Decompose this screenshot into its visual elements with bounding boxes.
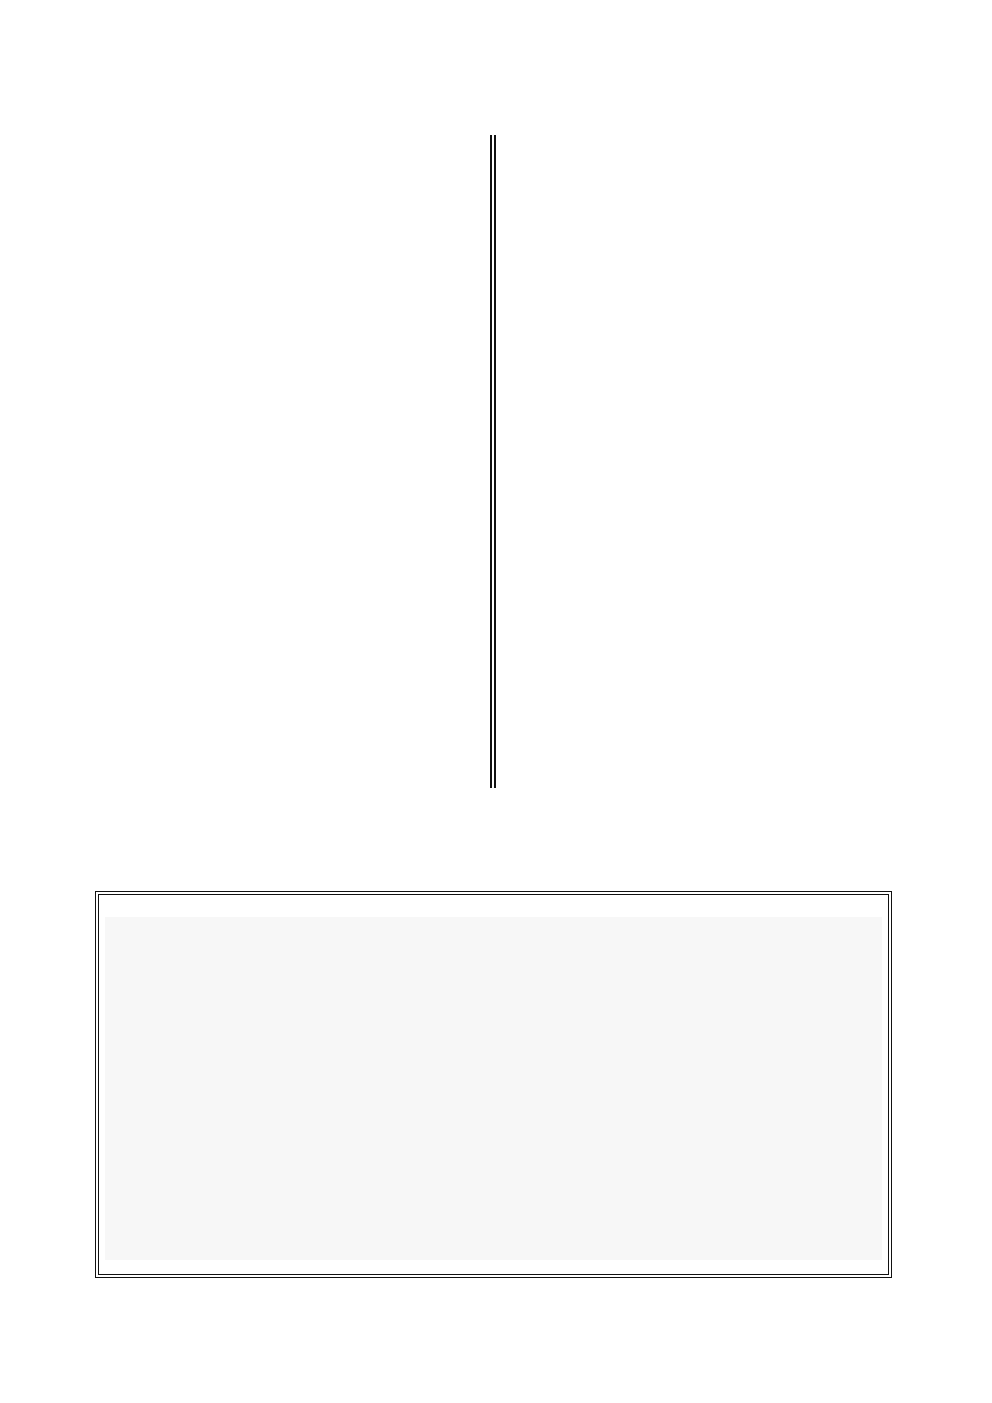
pie-chart-q11: [108, 565, 258, 743]
chart-q9: [120, 248, 290, 433]
chart-q11: [108, 565, 258, 743]
pie-chart-q12: [520, 580, 690, 750]
chart-q10: [505, 245, 685, 425]
comments-box: [95, 891, 892, 1278]
pie-chart-q9: [120, 248, 290, 433]
chart-q12: [520, 580, 690, 750]
comments-background: [105, 917, 882, 1260]
pie-chart-q10: [505, 245, 685, 425]
column-divider: [490, 135, 496, 788]
